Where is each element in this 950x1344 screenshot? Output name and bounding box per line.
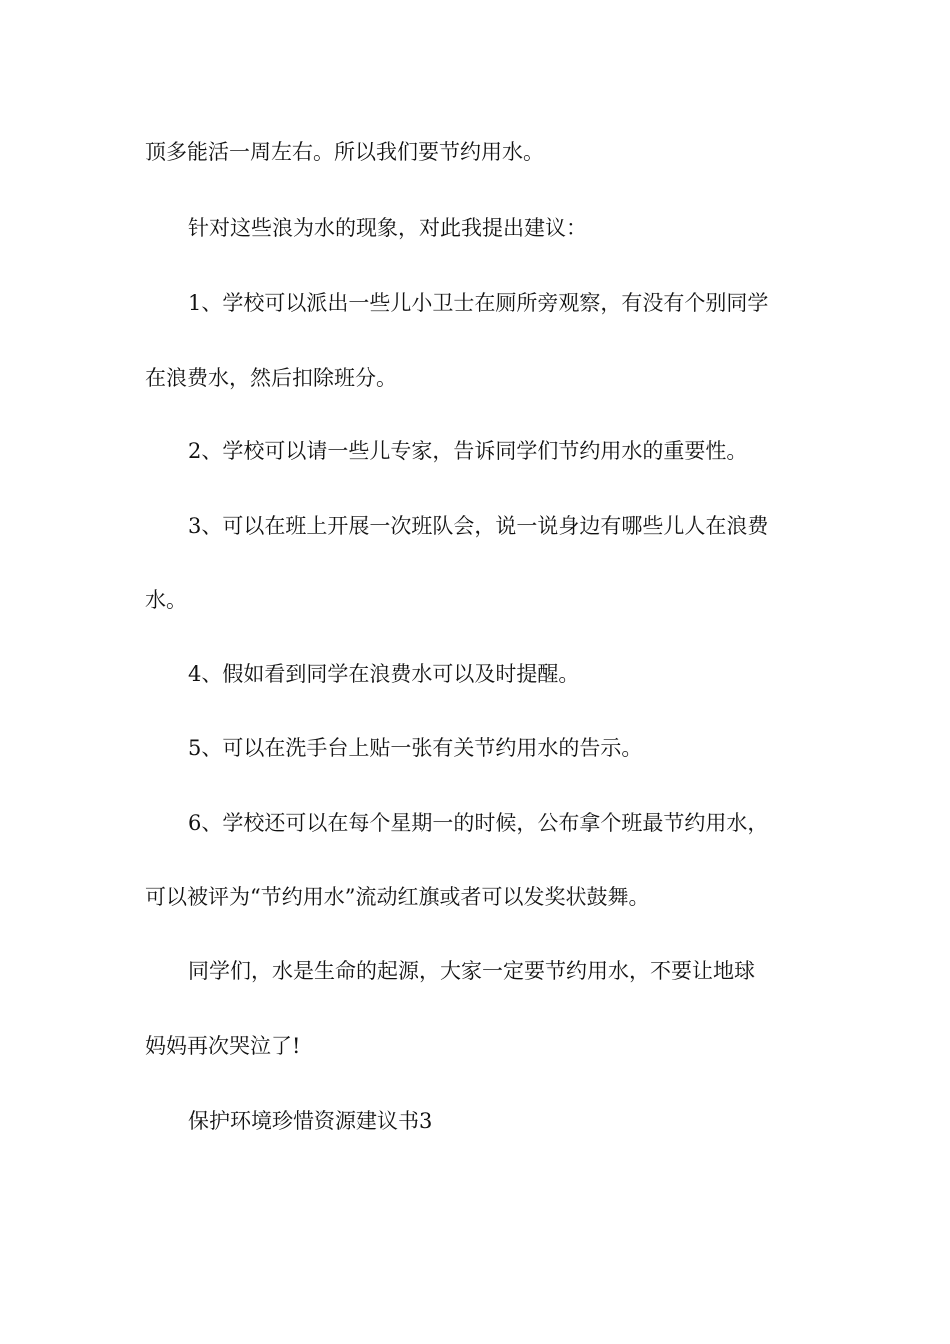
section-heading: 保护环境珍惜资源建议书3	[188, 1109, 433, 1133]
paragraph-line: 可以被评为“节约用水”流动红旗或者可以发奖状鼓舞。	[145, 885, 650, 909]
paragraph-line: 2、学校可以请一些儿专家，告诉同学们节约用水的重要性。	[188, 439, 748, 463]
paragraph-line: 针对这些浪为水的现象，对此我提出建议：	[188, 216, 587, 240]
paragraph-line: 5、可以在洗手台上贴一张有关节约用水的告示。	[188, 736, 643, 760]
paragraph-line: 6、学校还可以在每个星期一的时候，公布拿个班最节约用水，	[188, 811, 769, 835]
paragraph-line: 同学们，水是生命的起源，大家一定要节约用水，不要让地球	[188, 959, 755, 983]
paragraph-line: 在浪费水，然后扣除班分。	[145, 366, 397, 390]
paragraph-line: 3、可以在班上开展一次班队会，说一说身边有哪些儿人在浪费	[188, 514, 769, 538]
paragraph-line: 1、学校可以派出一些儿小卫士在厕所旁观察，有没有个别同学	[188, 291, 769, 315]
paragraph-line: 妈妈再次哭泣了!	[145, 1034, 301, 1058]
paragraph-line: 水。	[145, 588, 187, 612]
paragraph-line: 4、假如看到同学在浪费水可以及时提醒。	[188, 662, 580, 686]
paragraph-line: 顶多能活一周左右。所以我们要节约用水。	[145, 140, 544, 164]
